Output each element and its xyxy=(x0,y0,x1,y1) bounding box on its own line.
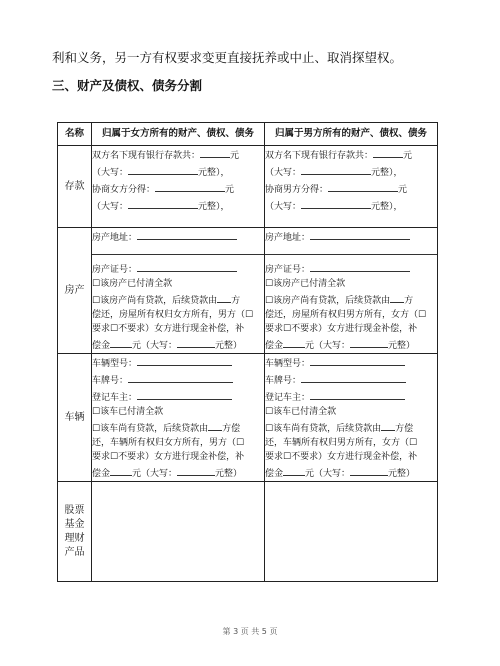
house-paid-option[interactable]: ☐该房产已付清全款 xyxy=(92,279,173,289)
car-loan-text: 还，车辆所有权归女方所有，男方（☐ xyxy=(92,438,245,448)
car-comp-daxie-blank[interactable] xyxy=(177,464,215,476)
deposit-share-label: 协商男方分得： xyxy=(265,185,329,195)
car-owner-blank[interactable] xyxy=(137,388,232,400)
house-cert-blank[interactable] xyxy=(137,260,237,272)
car-owner-blank[interactable] xyxy=(310,388,405,400)
car-plate-label: 车牌号： xyxy=(265,376,302,386)
car-loan-party-blank[interactable] xyxy=(208,419,222,431)
house-address-label: 房产地址： xyxy=(92,233,138,243)
deposit-total-daxie-blank[interactable] xyxy=(301,163,371,175)
header-female: 归属于女方所有的财产、债权、债务 xyxy=(92,123,265,146)
daxie-close: 元整）， xyxy=(371,202,403,212)
stocks-label-line: 基金 xyxy=(64,518,85,530)
house-loan-text: 偿还，房屋所有权归男方所有，女方（☐ xyxy=(265,310,427,320)
deposit-total-blank[interactable] xyxy=(200,146,230,158)
car-comp-daxie: 元（大写： xyxy=(305,469,351,479)
car-comp-label: 偿金 xyxy=(265,469,284,479)
car-owner-label: 登记车主： xyxy=(265,393,311,403)
house-loan-option[interactable]: ☐该房产尚有贷款，后续贷款由 xyxy=(265,296,391,306)
car-model-label: 车辆型号： xyxy=(265,359,311,369)
house-comp-blank[interactable] xyxy=(110,336,132,348)
house-cert-label: 房产证号： xyxy=(265,265,311,275)
stocks-label-line: 理财 xyxy=(64,532,85,544)
car-comp-close: 元整） xyxy=(215,469,243,479)
house-address-blank[interactable] xyxy=(310,228,410,240)
header-row xyxy=(58,123,438,146)
stocks-label-line: 产品 xyxy=(64,546,85,558)
car-plate-blank[interactable] xyxy=(301,371,406,383)
house-loan-text: 偿还，房屋所有权归女方所有，男方（☐ xyxy=(92,310,254,320)
stocks-male-cell[interactable] xyxy=(265,482,438,582)
car-loan-option[interactable]: ☐该车尚有贷款，后续贷款由 xyxy=(92,424,209,434)
daxie-close: 元整）， xyxy=(198,168,230,178)
daxie-close: 元整）， xyxy=(371,168,403,178)
house-loan-party-blank[interactable] xyxy=(217,291,231,303)
house-paid-option[interactable]: ☐该房产已付清全款 xyxy=(265,279,346,289)
house-comp-blank[interactable] xyxy=(283,336,305,348)
stocks-row xyxy=(58,482,438,582)
daxie-open: （大写： xyxy=(265,202,302,212)
daxie-close: 元整）， xyxy=(198,202,230,212)
deposit-share-blank[interactable] xyxy=(328,180,398,192)
stocks-female-cell[interactable] xyxy=(92,482,265,582)
car-model-blank[interactable] xyxy=(310,354,405,366)
unit-yuan: 元 xyxy=(403,151,413,161)
car-loan-text: 要求☐不要求）女方进行现金补偿，补 xyxy=(92,452,245,462)
intro-line: 利和义务，另一方有权要求变更直接抚养或中止、取消探望权。 xyxy=(52,50,403,65)
car-loan-party-blank[interactable] xyxy=(381,419,395,431)
header-male: 归属于男方所有的财产、债权、债务 xyxy=(265,123,438,146)
house-loan-party-blank[interactable] xyxy=(390,291,404,303)
deposit-row xyxy=(58,146,438,228)
car-plate-label: 车牌号： xyxy=(92,376,129,386)
car-model-blank[interactable] xyxy=(137,354,232,366)
car-loan-fang: 方偿 xyxy=(222,424,241,434)
house-loan-fang: 方 xyxy=(231,296,241,306)
house-comp-daxie-blank[interactable] xyxy=(177,336,215,348)
house-address-label: 房产地址： xyxy=(265,233,311,243)
property-split-table xyxy=(57,122,438,582)
car-male-cell[interactable] xyxy=(265,354,438,482)
deposit-total-daxie-blank[interactable] xyxy=(128,163,198,175)
car-loan-text: 还，车辆所有权归男方所有，女方（☐ xyxy=(265,438,418,448)
deposit-total-label: 双方名下现有银行存款共： xyxy=(92,151,201,161)
house-label: 房产 xyxy=(58,228,92,354)
house-loan-text: 要求☐不要求）女方进行现金补偿，补 xyxy=(265,324,418,334)
car-paid-option[interactable]: ☐该车已付清全款 xyxy=(92,407,164,417)
deposit-share-label: 协商女方分得： xyxy=(92,185,156,195)
house-loan-text: 要求☐不要求）女方进行现金补偿，补 xyxy=(92,324,245,334)
house-loan-fang: 方 xyxy=(404,296,414,306)
car-model-label: 车辆型号： xyxy=(92,359,138,369)
house-comp-close: 元整） xyxy=(215,341,243,351)
deposit-total-label: 双方名下现有银行存款共： xyxy=(265,151,374,161)
car-comp-blank[interactable] xyxy=(283,464,305,476)
header-name: 名称 xyxy=(58,123,92,146)
deposit-share-daxie-blank[interactable] xyxy=(128,197,198,209)
car-plate-blank[interactable] xyxy=(128,371,233,383)
daxie-open: （大写： xyxy=(265,168,302,178)
page-footer: 第 3 页 共 5 页 xyxy=(222,627,278,636)
deposit-share-blank[interactable] xyxy=(155,180,225,192)
deposit-label: 存款 xyxy=(58,146,92,228)
unit-yuan: 元 xyxy=(398,185,408,195)
car-comp-close: 元整） xyxy=(388,469,416,479)
deposit-total-blank[interactable] xyxy=(373,146,403,158)
car-female-cell[interactable] xyxy=(92,354,265,482)
car-label: 车辆 xyxy=(58,354,92,482)
house-loan-option[interactable]: ☐该房产尚有贷款，后续贷款由 xyxy=(92,296,218,306)
stocks-label xyxy=(58,482,92,582)
deposit-share-daxie-blank[interactable] xyxy=(301,197,371,209)
deposit-female-cell[interactable] xyxy=(92,146,265,228)
daxie-open: （大写： xyxy=(92,168,129,178)
unit-yuan: 元 xyxy=(230,151,240,161)
unit-yuan: 元 xyxy=(225,185,235,195)
car-comp-daxie: 元（大写： xyxy=(132,469,178,479)
deposit-male-cell[interactable] xyxy=(265,146,438,228)
house-comp-daxie-blank[interactable] xyxy=(350,336,388,348)
house-male-cell[interactable] xyxy=(265,228,438,354)
house-cert-label: 房产证号： xyxy=(92,265,138,275)
house-female-cell[interactable] xyxy=(92,228,265,354)
section-title: 三、财产及债权、债务分割 xyxy=(52,78,203,93)
car-paid-option[interactable]: ☐该车已付清全款 xyxy=(265,407,337,417)
car-comp-daxie-blank[interactable] xyxy=(350,464,388,476)
car-loan-option[interactable]: ☐该车尚有贷款，后续贷款由 xyxy=(265,424,382,434)
house-comp-daxie: 元（大写： xyxy=(305,341,351,351)
house-comp-daxie: 元（大写： xyxy=(132,341,178,351)
car-comp-label: 偿金 xyxy=(92,469,111,479)
house-comp-label: 偿金 xyxy=(92,341,111,351)
house-address-line[interactable] xyxy=(92,245,264,255)
house-row xyxy=(58,228,438,354)
stocks-label-line: 股票 xyxy=(64,504,85,516)
car-owner-label: 登记车主： xyxy=(92,393,138,403)
house-address-blank[interactable] xyxy=(137,228,237,240)
house-cert-blank[interactable] xyxy=(310,260,410,272)
house-comp-close: 元整） xyxy=(388,341,416,351)
car-comp-blank[interactable] xyxy=(110,464,132,476)
car-loan-text: 要求☐不要求）女方进行现金补偿，补 xyxy=(265,452,418,462)
house-address-line[interactable] xyxy=(265,245,437,255)
daxie-open: （大写： xyxy=(92,202,129,212)
car-loan-fang: 方偿 xyxy=(395,424,414,434)
house-comp-label: 偿金 xyxy=(265,341,284,351)
car-row xyxy=(58,354,438,482)
